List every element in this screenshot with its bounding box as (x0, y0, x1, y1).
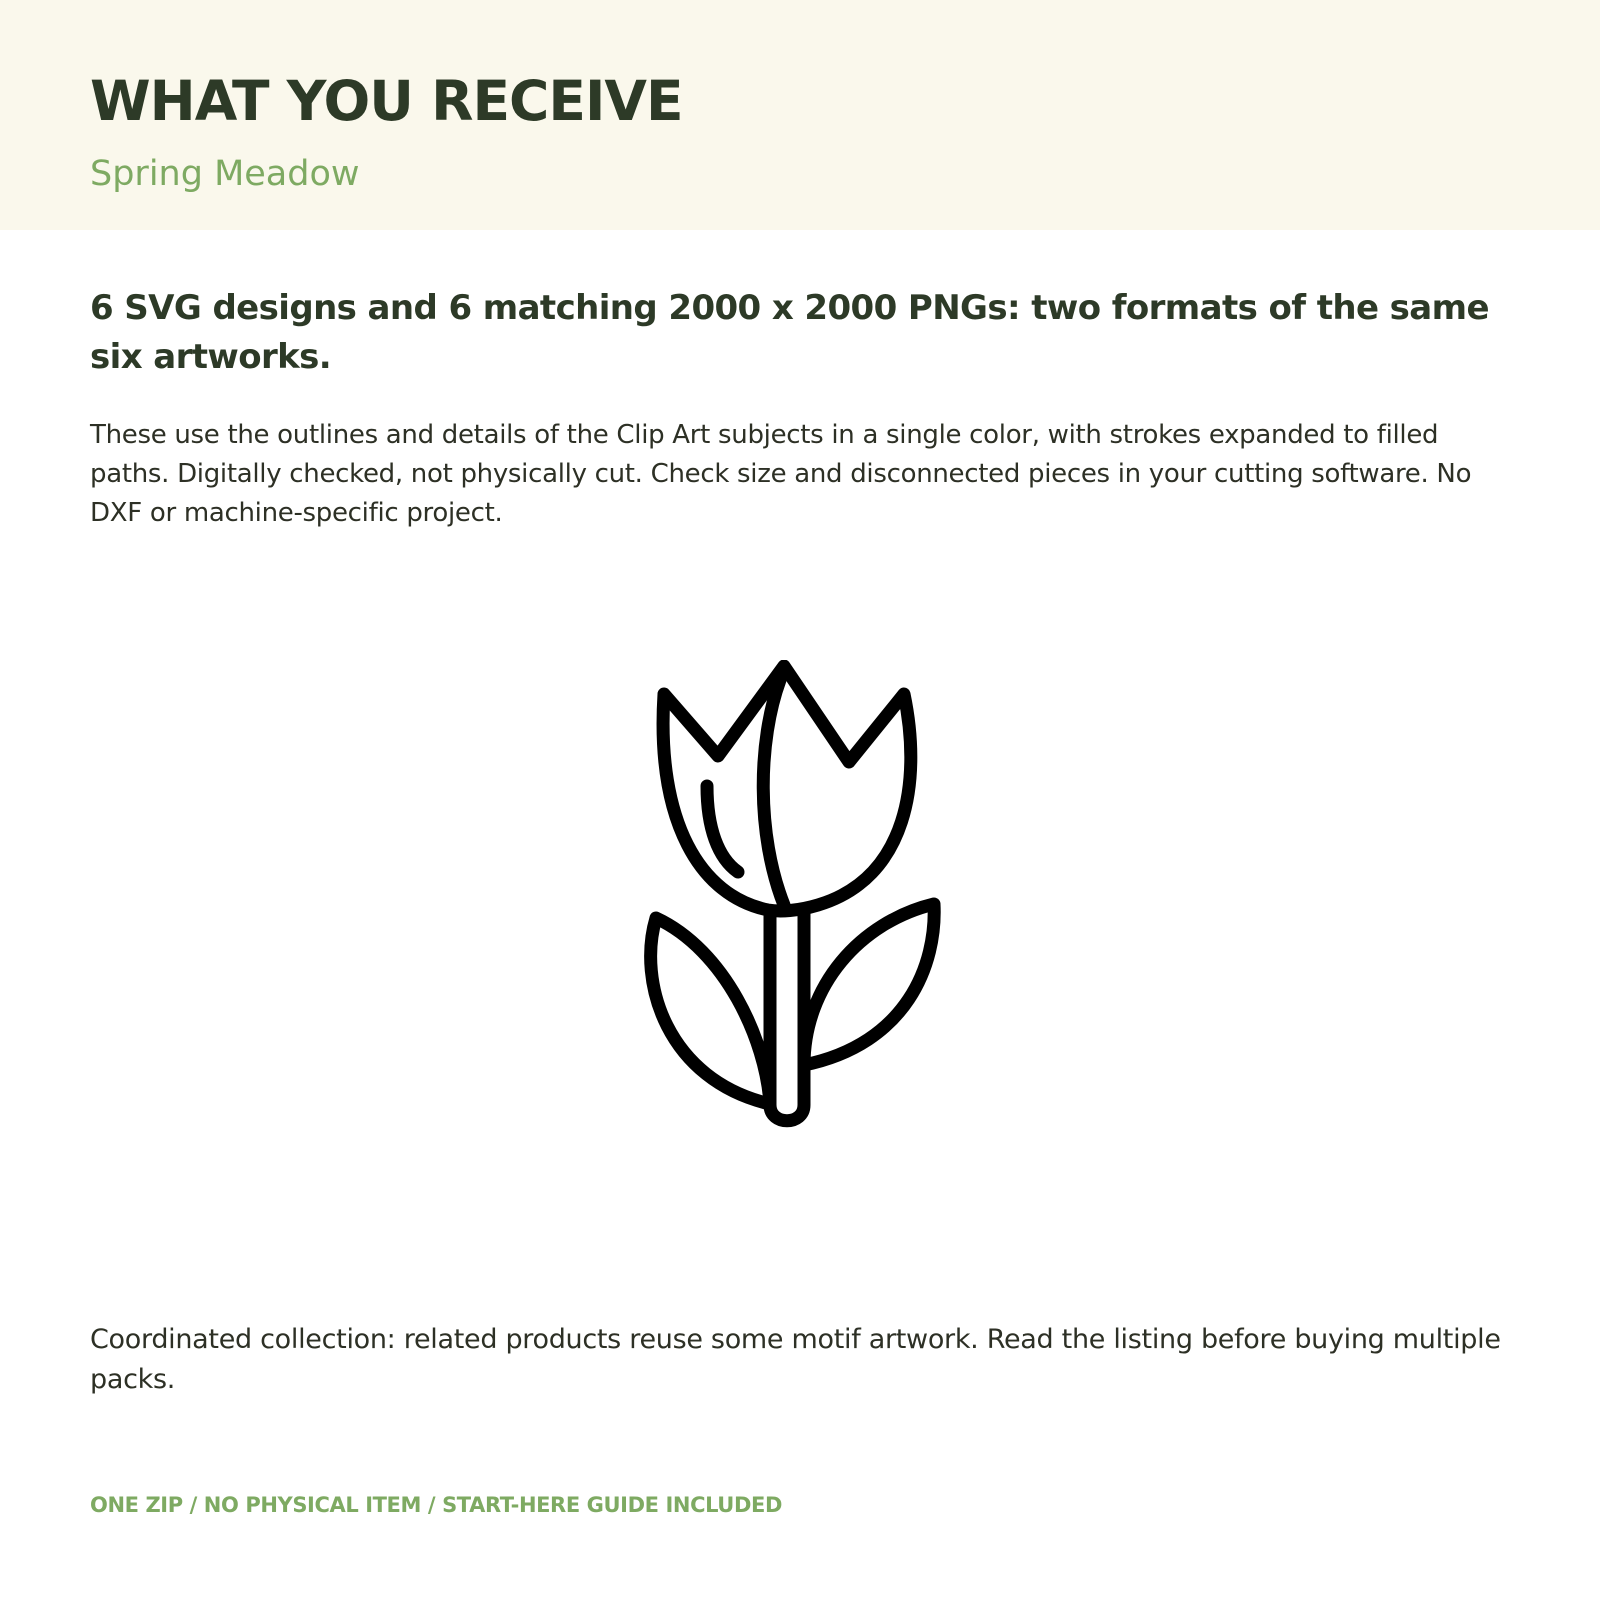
tulip-petal-fold (763, 680, 784, 905)
page-title: WHAT YOU RECEIVE (90, 69, 683, 133)
headline: 6 SVG designs and 6 matching 2000 x 2000 PNGs: two formats of the same six artworks. (90, 288, 1489, 377)
description: These use the outlines and details of the Clip Art subjects in a single color, with strokes expanded to filled paths. Digitally checked, not physically cut. Check size and disconnected pieces in your cutting software. No DXF or machine-specific project. (90, 420, 1472, 528)
tulip-right-leaf (804, 904, 934, 1065)
tulip-petal-outline (663, 666, 911, 911)
tulip-left-leaf (651, 918, 770, 1104)
collection-note: Coordinated collection: related products reuse some motif artwork. Read the listing before buying multiple packs. (90, 1324, 1501, 1395)
collection-name: Spring Meadow (90, 154, 360, 194)
tulip-detail-stroke (707, 786, 738, 872)
footer-tagline: ONE ZIP / NO PHYSICAL ITEM / START-HERE GUIDE INCLUDED (90, 1493, 782, 1517)
header-banner (0, 0, 1600, 230)
tulip-stem (770, 911, 804, 1121)
tulip-outline-icon (640, 660, 960, 1160)
